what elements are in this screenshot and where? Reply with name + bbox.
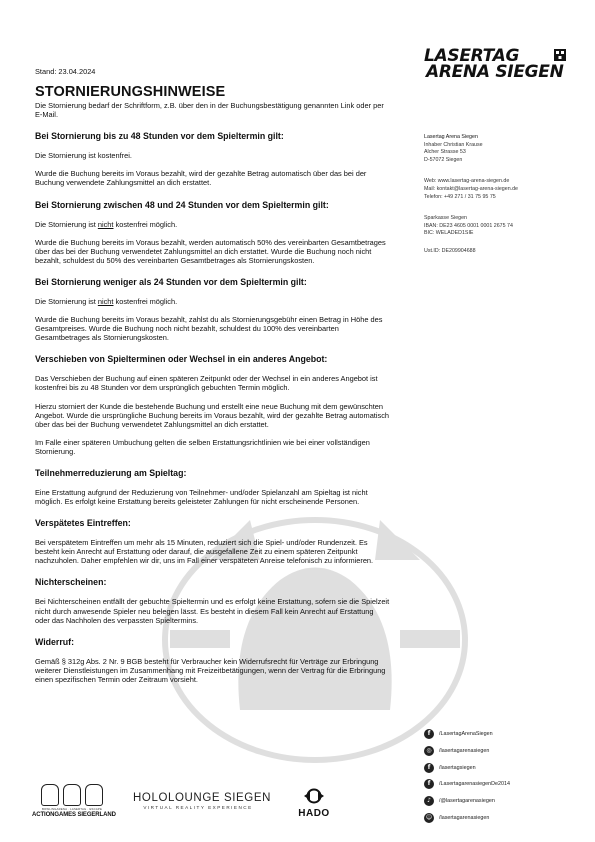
section-text: Eine Erstattung aufgrund der Reduzierung von Teilnehmer- und/oder Spielanzahl am Spieltag ist nicht möglich. Es erfolgt keine Erstattung bereits geleisteter Zahlungen für nicht erscheinende Personen. (35, 487, 368, 507)
section-text: Bei Nichterscheinen entfällt der gebuchte Spieltermin und es erfolgt keine Erstattung, sofern sie die Spielzeit nicht durch anwesende Spieler neu belegen lässt. Es besteht in diesem Fall kein Anrecht auf Erstattung oder das Nachholen des verpassten Spieltermins. (35, 597, 390, 625)
hololounge-subtitle: VIRTUAL REALITY EXPERIENCE (143, 805, 253, 810)
hololounge-logo (133, 792, 272, 810)
social-label: /LasertagArenaSiegen (439, 731, 493, 737)
logo-mark-icon (554, 49, 566, 61)
section-heading: Bei Stornierung bis zu 48 Stunden vor dem Spieltermin gilt: (35, 131, 284, 142)
company-owner: Inhaber Christian Krause (424, 141, 483, 148)
section-text: Gemäß § 312g Abs. 2 Nr. 9 BGB besteht für Verbraucher kein Widerrufsrecht für Verträge zur Erbringung weiterer Dienstleistungen im Zusammenhang mit Freizeitbetätigungen, wenn der Vertrag für die Erbringung einen spezifischen Termin oder Zeitraum vorsieht. (35, 656, 386, 684)
tiktok-icon: ♪ (424, 796, 434, 806)
section-heading: Widerruf: (35, 636, 75, 647)
social-label: /LasertagarenasiegenDe2014 (439, 781, 511, 788)
bank-bic: BIC: WELADED1SIE (424, 230, 474, 237)
section-text: Im Falle einer späteren Umbuchung gelten die selben Erstattungsrichtlinien wie bei einer vollständigen Stornierung. (35, 437, 370, 456)
instagram-icon: ◎ (424, 746, 434, 756)
social-label: /lasertagarenasiegen (439, 814, 490, 821)
company-info (424, 134, 574, 264)
company-street: Alcher Strasse 53 (424, 149, 466, 156)
hololounge-name: HOLOLOUNGE SIEGEN (133, 792, 272, 804)
company-phone: Telefon: +49 271 / 31 75 95 75 (424, 193, 496, 200)
section-heading: Nichterscheinen: (35, 577, 107, 588)
snapchat-icon: ☺ (425, 813, 433, 821)
social-link[interactable] (424, 726, 574, 742)
facebook-icon: f (424, 779, 434, 789)
bank-name: Sparkasse Siegen (424, 215, 467, 222)
section-text: Hierzu storniert der Kunde die bestehende Buchung und erstellt eine neue Buchung mit dem gewünschten Angebot. Wurde die ursprüngliche Buchung bereits im Voraus bezahlt, wird der gezahlte Betrag automatisch über das bei der Buchung verwendetet Zahlungsmittel an dich erstattet. (35, 401, 389, 429)
facebook-icon: f (424, 729, 434, 739)
page-title: STORNIERUNGSHINWEISE (35, 84, 226, 101)
date-stand: Stand: 23.04.2024 (35, 67, 96, 76)
facebook-icon: f (424, 763, 434, 773)
tax-block (424, 248, 574, 256)
section-text: Das Verschieben der Buchung auf einen späteren Zeitpunkt oder der Wechsel in ein anderes Angebot ist kostenfrei bis zu 48 Stunden vor dem ursprünglich gebuchten Termin möglich. (35, 374, 378, 393)
social-label: /lasertagsiegen (439, 764, 476, 771)
section-text: Bei verspätetem Eintreffen um mehr als 15 Minuten, reduziert sich die Spiel- und/oder Rundenzeit. Es besteht kein Anrecht auf Erstattung oder darauf, die ausgefallene Zeit zu einem späteren Zeitpunkt nachzuholen. Daher empfehlen wir dir, uns im Fall einer verspäteten Anreise telefonisch zu informieren. (35, 538, 374, 566)
hado-mark-icon (302, 788, 326, 804)
partner-logos (28, 784, 348, 824)
section-text: Die Stornierung ist kostenfrei. (35, 151, 132, 161)
social-label: /@lasertagarenasiegen (439, 798, 495, 805)
actiongames-subtitle: BOWLINGARENA · LASERTAG · ESCAPE (41, 807, 103, 811)
main-content (35, 67, 390, 693)
logo-line-2: ARENA SIEGEN (426, 62, 564, 82)
intro-text: Die Stornierung bedarf der Schriftform, z.B. über den in der Buchungsbestätigung genannten Link oder per E-Mail. (35, 101, 384, 120)
section-text: Wurde die Buchung bereits im Voraus bezahlt, zahlst du als Stornierungsgebühr einen Betrag in Höhe des Gesamtpreises. Wurde die Buchung noch nicht bezahlt, schuldest du 100% des vereinbarten Gesamtbetrages als Stornierungskosten. (35, 315, 383, 343)
section-heading: Bei Stornierung zwischen 48 und 24 Stunden vor dem Spieltermin gilt: (35, 199, 329, 210)
actiongames-logo (32, 784, 116, 818)
section-heading: Teilnehmerreduzierung am Spieltag: (35, 467, 187, 478)
hado-name: HADO (298, 808, 330, 819)
company-city: D-57072 Siegen (424, 156, 463, 163)
company-name: Lasertag Arena Siegen (424, 134, 478, 140)
ust-id: Ust.ID: DE209904688 (424, 247, 476, 254)
bank-block (424, 215, 574, 238)
contact-block (424, 178, 574, 201)
section-text: Wurde die Buchung bereits im Voraus bezahlt, werden automatisch 50% des vereinbarten Gesamtbetrages über das bei der Buchung verwendetet Zahlungsmittel an dich erstattet. Wurde die Buchung noch nicht bezahlt, schuldest du 50% des vereinbarten Gesamtbetrages als Stornierungskosten. (35, 237, 386, 265)
social-link[interactable] (424, 793, 574, 809)
lasertag-arena-logo (424, 48, 566, 80)
social-label: /lasertagarenasiegen (439, 747, 490, 754)
company-web-link[interactable]: Web: www.lasertag-arena-siegen.de (424, 178, 510, 185)
social-link[interactable] (424, 810, 574, 826)
section-text: Wurde die Buchung bereits im Voraus bezahlt, wird der gezahlte Betrag automatisch über das bei der Buchung verwendete Zahlungsmittel an dich erstattet. (35, 169, 367, 188)
social-links (424, 726, 574, 827)
logo-line-1: LASERTAG (424, 46, 520, 66)
hado-logo (290, 788, 338, 819)
section-heading: Bei Stornierung weniger als 24 Stunden vor dem Spieltermin gilt: (35, 276, 307, 287)
company-mail-link[interactable]: Mail: kontakt@lasertag-arena-siegen.de (424, 185, 519, 192)
section-heading: Verspätetes Eintreffen: (35, 518, 131, 529)
section-text: Die Stornierung ist nicht kostenfrei möglich. (35, 296, 178, 306)
actiongames-figures-icon (32, 784, 112, 806)
section-text: Die Stornierung ist nicht kostenfrei möglich. (35, 219, 178, 229)
social-link[interactable] (424, 743, 574, 759)
social-link[interactable] (424, 776, 574, 792)
section-heading: Verschieben von Spielterminen oder Wechsel in ein anderes Angebot: (35, 354, 328, 365)
bank-iban: IBAN: DE23 4605 0001 0001 2675 74 (424, 222, 513, 229)
social-link[interactable] (424, 760, 574, 776)
actiongames-name: ACTIONGAMES SIEGERLAND (32, 812, 116, 818)
address-block (424, 134, 574, 164)
